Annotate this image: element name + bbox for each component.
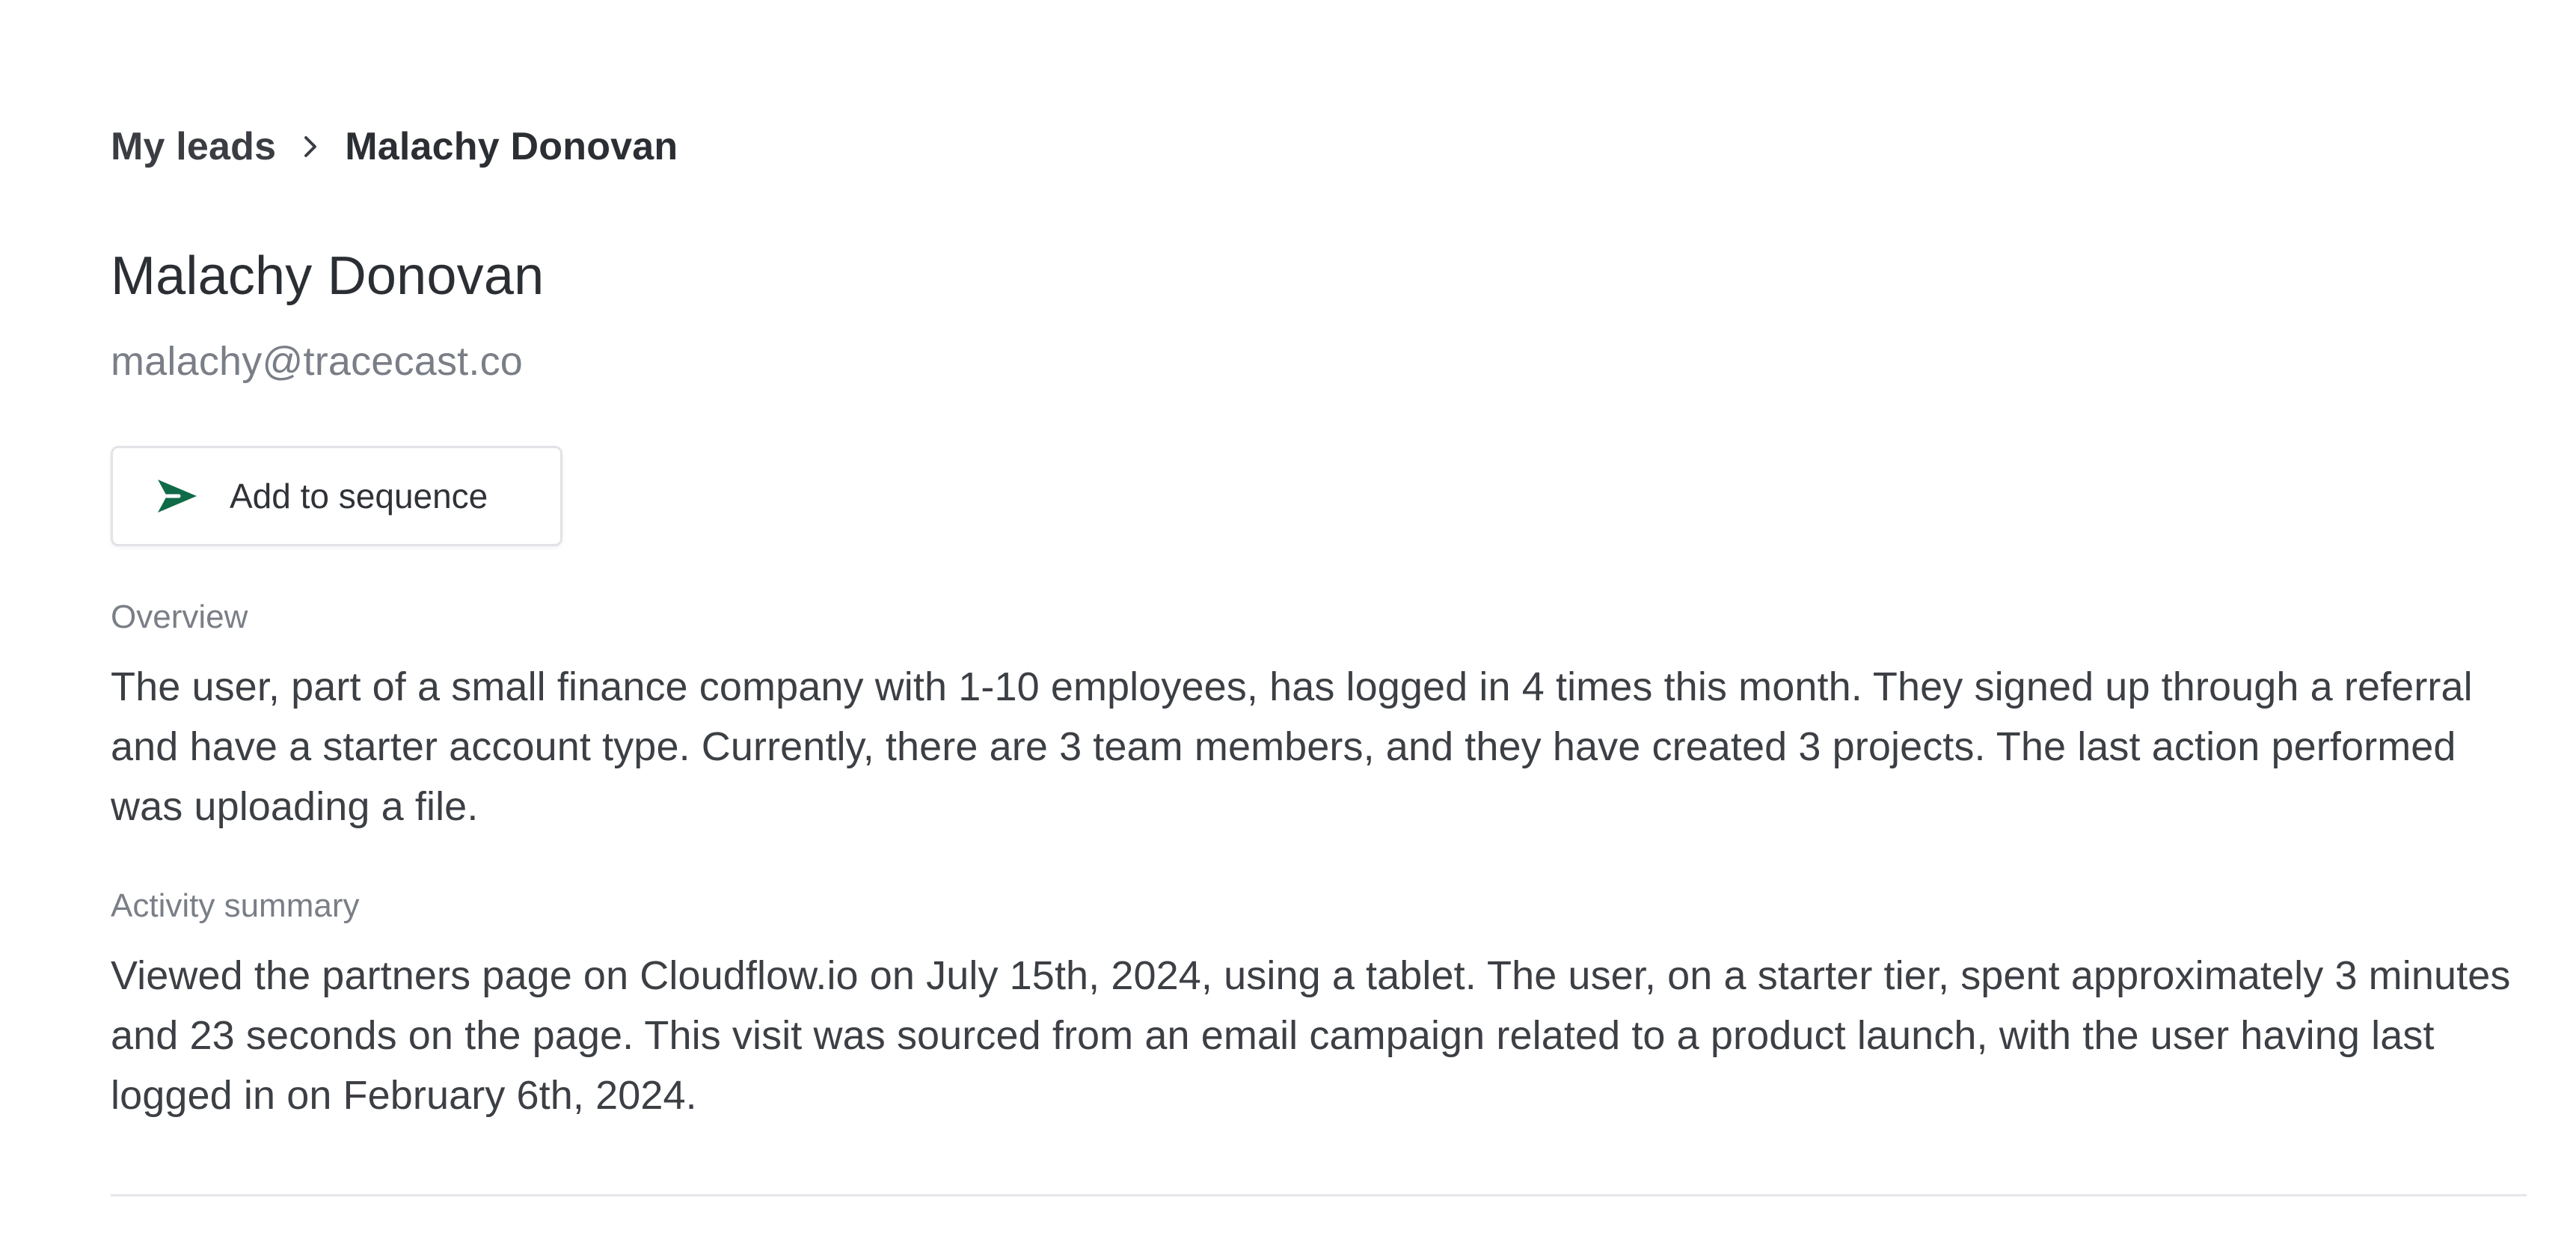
add-to-sequence-label: Add to sequence [230,477,488,516]
activity-summary-text: Viewed the partners page on Cloudflow.io on July 15th, 2024, using a tablet. The user, on a starter tier, spent approximately 3 minutes and 23 seconds on the page. This visit was sourced from an email campaign related to a product launch, with the user having last logged in on February 6th, 2024. [111,953,2511,1118]
overview-text: The user, part of a small finance company with 1-10 employees, has logged in 4 times this month. They signed up through a referral and have a starter account type. Currently, there are 3 team members, and they have created 3 projects. The last action performed was uploading a file. [111,664,2473,829]
breadcrumb-my-leads-link[interactable]: My leads [111,125,277,168]
divider [111,1194,2527,1196]
breadcrumb-current: Malachy Donovan [345,125,678,168]
breadcrumb [111,123,678,171]
lead-email: malachy@tracecast.co [111,339,524,384]
send-icon [156,478,198,514]
activity-summary-label: Activity summary [111,887,360,924]
chevron-right-icon [297,133,324,160]
page-title: Malachy Donovan [111,246,545,306]
overview-label: Overview [111,599,248,635]
add-to-sequence-button[interactable] [111,446,562,546]
